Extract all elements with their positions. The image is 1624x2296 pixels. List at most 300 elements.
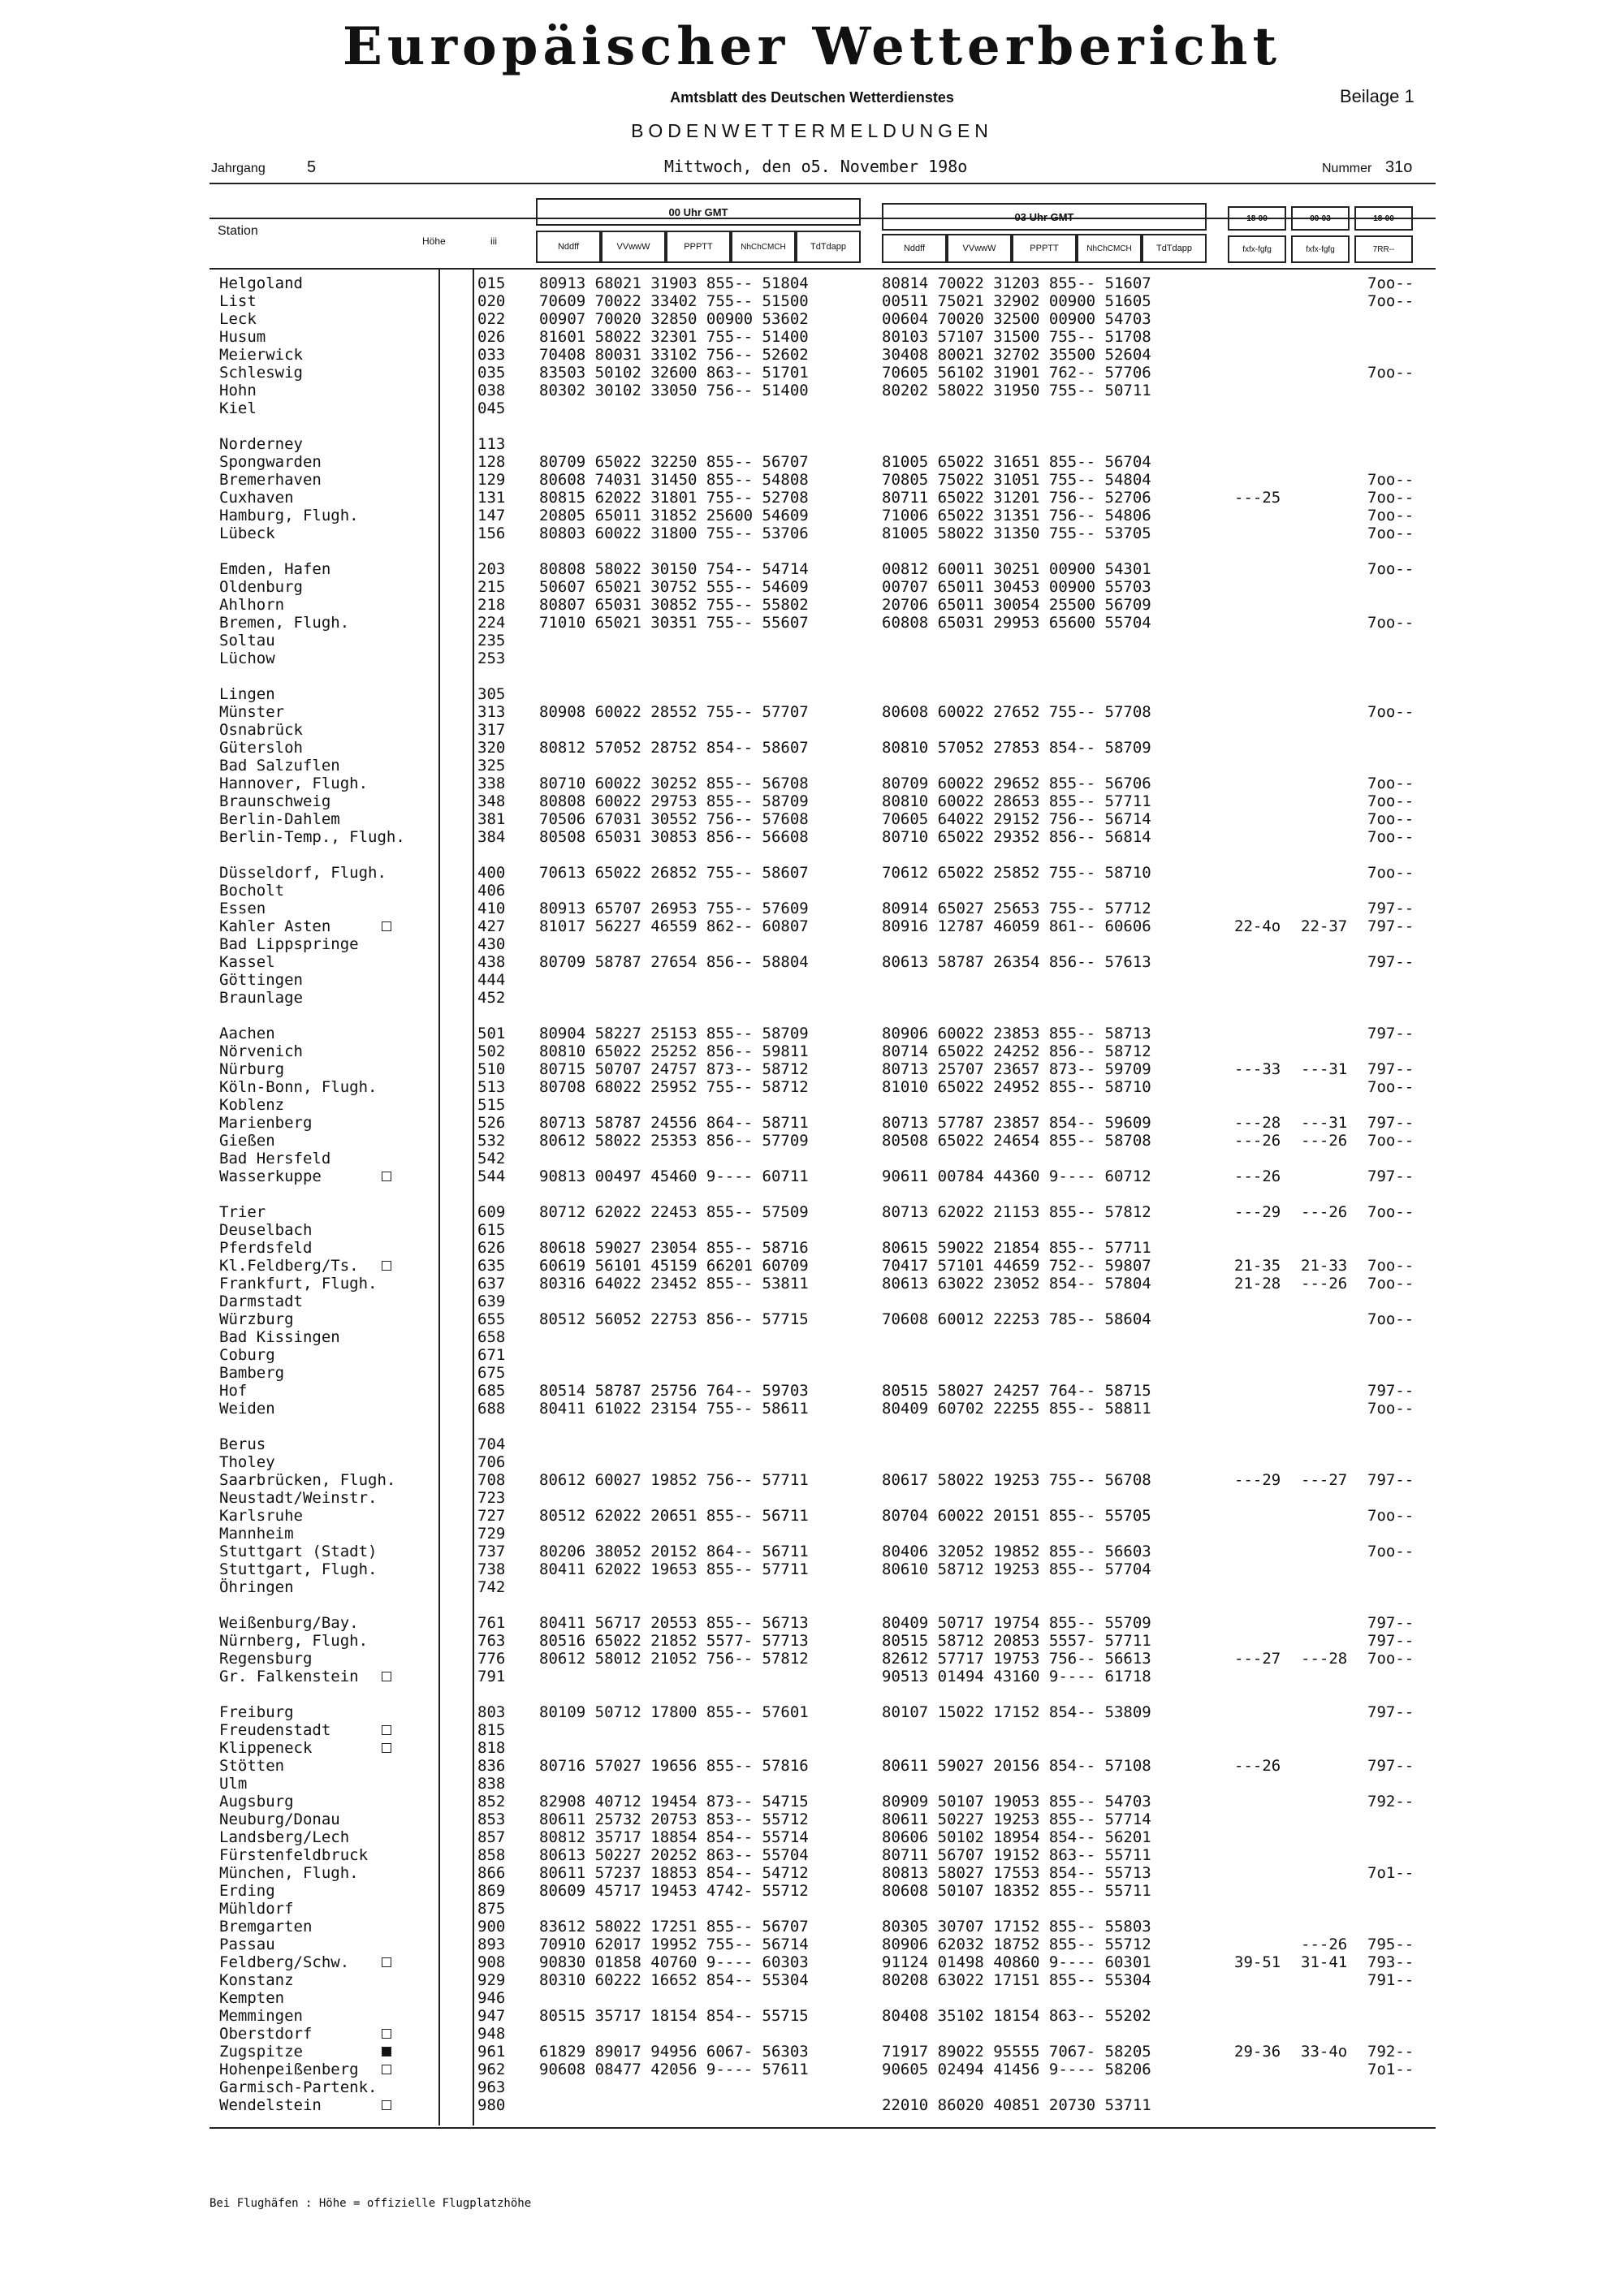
precip-18-00: 7o1-- xyxy=(1367,2061,1415,2078)
header-r1-sub: fxfx-fgfg xyxy=(1228,235,1286,263)
station-name: Lingen xyxy=(219,685,275,703)
obs-00-groups: 70408 80031 33102 756-- 52602 xyxy=(539,346,809,364)
obs-00-groups: 80812 57052 28752 854-- 58607 xyxy=(539,739,809,757)
station-index: 776 xyxy=(477,1650,506,1668)
obs-00-groups: 80508 65031 30853 856-- 56608 xyxy=(539,828,809,846)
header-b-dewpoint: TdTdapp xyxy=(1142,234,1207,263)
station-name: Braunlage xyxy=(219,989,303,1007)
mountain-station-marker xyxy=(382,2065,391,2074)
station-index: 900 xyxy=(477,1918,506,1936)
precip-18-00: 791-- xyxy=(1367,1971,1415,1989)
station-name: Augsburg xyxy=(219,1793,294,1810)
station-index: 035 xyxy=(477,364,506,382)
header-r2-sub: fxfx-fgfg xyxy=(1291,235,1350,263)
station-index: 723 xyxy=(477,1489,506,1507)
station-name: Nörvenich xyxy=(219,1042,303,1060)
station-index: 338 xyxy=(477,775,506,792)
station-index: 317 xyxy=(477,721,506,739)
station-name: Köln-Bonn, Flugh. xyxy=(219,1078,378,1096)
station-index: 852 xyxy=(477,1793,506,1810)
obs-03-groups: 70805 75022 31051 755-- 54804 xyxy=(882,471,1151,489)
precip-18-00: 7oo-- xyxy=(1367,274,1415,292)
mountain-station-marker xyxy=(382,1261,391,1271)
obs-03-groups: 80515 58027 24257 764-- 58715 xyxy=(882,1382,1151,1400)
obs-00-groups: 80512 56052 22753 856-- 57715 xyxy=(539,1310,809,1328)
obs-00-groups: 80709 58787 27654 856-- 58804 xyxy=(539,953,809,971)
precip-18-00: 7oo-- xyxy=(1367,1310,1415,1328)
station-name: Stuttgart (Stadt) xyxy=(219,1543,378,1560)
station-name: Osnabrück xyxy=(219,721,303,739)
station-index: 761 xyxy=(477,1614,506,1632)
header-r3: 18-00 xyxy=(1354,206,1413,231)
station-name: Neustadt/Weinstr. xyxy=(219,1489,378,1507)
station-name: Öhringen xyxy=(219,1578,294,1596)
station-name: Soltau xyxy=(219,632,275,650)
station-index: 738 xyxy=(477,1560,506,1578)
precip-18-00: 7oo-- xyxy=(1367,1257,1415,1275)
gust-00-03: 21-33 xyxy=(1301,1257,1348,1275)
station-name: Leck xyxy=(219,310,257,328)
precip-18-00: 7oo-- xyxy=(1367,1132,1415,1150)
precip-18-00: 792-- xyxy=(1367,2043,1415,2061)
station-index: 128 xyxy=(477,453,506,471)
station-name: Lüchow xyxy=(219,650,275,667)
station-index: 348 xyxy=(477,792,506,810)
station-index: 410 xyxy=(477,900,506,917)
obs-03-groups: 82612 57717 19753 756-- 56613 xyxy=(882,1650,1151,1668)
obs-00-groups: 80710 60022 30252 855-- 56708 xyxy=(539,775,809,792)
precip-18-00: 793-- xyxy=(1367,1953,1415,1971)
precip-18-00: 797-- xyxy=(1367,1025,1415,1042)
header-b-ppptt: PPPTT xyxy=(1012,234,1077,263)
obs-03-groups: 80711 65022 31201 756-- 52706 xyxy=(882,489,1151,507)
obs-00-groups: 70910 62017 19952 755-- 56714 xyxy=(539,1936,809,1953)
jahrgang-value: 5 xyxy=(307,158,317,176)
obs-00-groups: 80808 58022 30150 754-- 54714 xyxy=(539,560,809,578)
obs-00-groups: 50607 65021 30752 555-- 54609 xyxy=(539,578,809,596)
station-index: 313 xyxy=(477,703,506,721)
header-b-vvwww: VVwwW xyxy=(947,234,1012,263)
station-index: 033 xyxy=(477,346,506,364)
station-name: Aachen xyxy=(219,1025,275,1042)
obs-00-groups: 80411 61022 23154 755-- 58611 xyxy=(539,1400,809,1418)
station-name: List xyxy=(219,292,257,310)
precip-18-00: 7oo-- xyxy=(1367,1078,1415,1096)
precip-18-00: 7oo-- xyxy=(1367,292,1415,310)
precip-18-00: 7oo-- xyxy=(1367,614,1415,632)
station-name: Schleswig xyxy=(219,364,303,382)
obs-03-groups: 80515 58712 20853 5557- 57711 xyxy=(882,1632,1151,1650)
gust-00-03: ---31 xyxy=(1301,1114,1348,1132)
station-name: Stuttgart, Flugh. xyxy=(219,1560,378,1578)
station-index: 532 xyxy=(477,1132,506,1150)
obs-00-groups: 80316 64022 23452 855-- 53811 xyxy=(539,1275,809,1293)
station-name: Kahler Asten xyxy=(219,917,331,935)
station-name: Regensburg xyxy=(219,1650,313,1668)
obs-00-groups: 80516 65022 21852 5577- 57713 xyxy=(539,1632,809,1650)
station-index: 838 xyxy=(477,1775,506,1793)
obs-00-groups: 80807 65031 30852 755-- 55802 xyxy=(539,596,809,614)
obs-00-groups: 70609 70022 33402 755-- 51500 xyxy=(539,292,809,310)
station-name: Saarbrücken, Flugh. xyxy=(219,1471,396,1489)
obs-00-groups: 71010 65021 30351 755-- 55607 xyxy=(539,614,809,632)
obs-00-groups: 90813 00497 45460 9---- 60711 xyxy=(539,1167,809,1185)
obs-00-groups: 80310 60222 16652 854-- 55304 xyxy=(539,1971,809,1989)
obs-00-groups: 80618 59027 23054 855-- 58716 xyxy=(539,1239,809,1257)
station-index: 131 xyxy=(477,489,506,507)
obs-00-groups: 80815 62022 31801 755-- 52708 xyxy=(539,489,809,507)
station-index: 675 xyxy=(477,1364,506,1382)
obs-03-groups: 80909 50107 19053 855-- 54703 xyxy=(882,1793,1151,1810)
station-name: Frankfurt, Flugh. xyxy=(219,1275,378,1293)
header-b-clouds: NhChCMCH xyxy=(1077,234,1142,263)
obs-00-groups: 80611 25732 20753 853-- 55712 xyxy=(539,1810,809,1828)
obs-03-groups: 80305 30707 17152 855-- 55803 xyxy=(882,1918,1151,1936)
obs-03-groups: 80408 35102 18154 863-- 55202 xyxy=(882,2007,1151,2025)
header-b-nddff: Nddff xyxy=(882,234,947,263)
station-name: Münster xyxy=(219,703,285,721)
station-name: Ulm xyxy=(219,1775,248,1793)
header-iii: iii xyxy=(490,235,497,247)
station-index: 406 xyxy=(477,882,506,900)
gust-18-00: 21-35 xyxy=(1234,1257,1281,1275)
station-index: 763 xyxy=(477,1632,506,1650)
precip-18-00: 7oo-- xyxy=(1367,1543,1415,1560)
precip-18-00: 7oo-- xyxy=(1367,828,1415,846)
obs-00-groups: 80302 30102 33050 756-- 51400 xyxy=(539,382,809,399)
station-index: 961 xyxy=(477,2043,506,2061)
station-name: Konstanz xyxy=(219,1971,294,1989)
obs-03-groups: 20706 65011 30054 25500 56709 xyxy=(882,596,1151,614)
station-index: 893 xyxy=(477,1936,506,1953)
station-index: 963 xyxy=(477,2078,506,2096)
station-index: 729 xyxy=(477,1525,506,1543)
precip-18-00: 795-- xyxy=(1367,1936,1415,1953)
obs-03-groups: 80813 58027 17553 854-- 55713 xyxy=(882,1864,1151,1882)
obs-03-groups: 00812 60011 30251 00900 54301 xyxy=(882,560,1151,578)
station-name: Bad Lippspringe xyxy=(219,935,359,953)
station-name: Hamburg, Flugh. xyxy=(219,507,359,524)
obs-00-groups: 83503 50102 32600 863-- 51701 xyxy=(539,364,809,382)
station-index: 836 xyxy=(477,1757,506,1775)
gust-00-03: ---28 xyxy=(1301,1650,1348,1668)
obs-00-groups: 80109 50712 17800 855-- 57601 xyxy=(539,1703,809,1721)
station-name: Feldberg/Schw. xyxy=(219,1953,350,1971)
obs-00-groups: 90830 01858 40760 9---- 60303 xyxy=(539,1953,809,1971)
obs-03-groups: 71006 65022 31351 756-- 54806 xyxy=(882,507,1151,524)
station-index: 444 xyxy=(477,971,506,989)
station-name: Bad Salzuflen xyxy=(219,757,340,775)
station-index: 671 xyxy=(477,1346,506,1364)
gust-18-00: ---28 xyxy=(1234,1114,1281,1132)
header-time-00: 00 Uhr GMT xyxy=(536,198,861,226)
obs-03-groups: 80906 62032 18752 855-- 55712 xyxy=(882,1936,1151,1953)
station-name: Kiel xyxy=(219,399,257,417)
station-index: 544 xyxy=(477,1167,506,1185)
obs-03-groups: 80613 58787 26354 856-- 57613 xyxy=(882,953,1151,971)
station-name: Gütersloh xyxy=(219,739,303,757)
precip-18-00: 797-- xyxy=(1367,1703,1415,1721)
station-name: Hof xyxy=(219,1382,248,1400)
obs-03-groups: 80814 70022 31203 855-- 51607 xyxy=(882,274,1151,292)
station-index: 639 xyxy=(477,1293,506,1310)
station-index: 803 xyxy=(477,1703,506,1721)
nummer-label: Nummer xyxy=(1322,162,1372,175)
obs-03-groups: 81010 65022 24952 855-- 58710 xyxy=(882,1078,1151,1096)
gust-00-03: 22-37 xyxy=(1301,917,1348,935)
obs-03-groups: 80611 50227 19253 855-- 57714 xyxy=(882,1810,1151,1828)
obs-03-groups: 70605 64022 29152 756-- 56714 xyxy=(882,810,1151,828)
station-name: Braunschweig xyxy=(219,792,331,810)
station-index: 875 xyxy=(477,1900,506,1918)
station-index: 325 xyxy=(477,757,506,775)
obs-00-groups: 80808 60022 29753 855-- 58709 xyxy=(539,792,809,810)
station-name: Tholey xyxy=(219,1453,275,1471)
obs-03-groups: 80704 60022 20151 855-- 55705 xyxy=(882,1507,1151,1525)
obs-03-groups: 60808 65031 29953 65600 55704 xyxy=(882,614,1151,632)
station-name: Zugspitze xyxy=(219,2043,303,2061)
obs-03-groups: 80608 60022 27652 755-- 57708 xyxy=(882,703,1151,721)
station-name: Bad Hersfeld xyxy=(219,1150,331,1167)
station-index: 215 xyxy=(477,578,506,596)
station-index: 637 xyxy=(477,1275,506,1293)
station-name: Husum xyxy=(219,328,266,346)
gust-18-00: ---26 xyxy=(1234,1757,1281,1775)
station-index: 381 xyxy=(477,810,506,828)
precip-18-00: 7oo-- xyxy=(1367,1650,1415,1668)
gust-18-00: ---33 xyxy=(1234,1060,1281,1078)
obs-00-groups: 80514 58787 25756 764-- 59703 xyxy=(539,1382,809,1400)
mountain-station-marker xyxy=(382,1672,391,1681)
station-name: Emden, Hafen xyxy=(219,560,331,578)
obs-00-groups: 80716 57027 19656 855-- 57816 xyxy=(539,1757,809,1775)
station-index: 742 xyxy=(477,1578,506,1596)
obs-00-groups: 80608 74031 31450 855-- 54808 xyxy=(539,471,809,489)
obs-00-groups: 80206 38052 20152 864-- 56711 xyxy=(539,1543,809,1560)
gust-18-00: ---29 xyxy=(1234,1471,1281,1489)
station-name: Bamberg xyxy=(219,1364,285,1382)
station-name: Bremerhaven xyxy=(219,471,322,489)
obs-03-groups: 80810 57052 27853 854-- 58709 xyxy=(882,739,1151,757)
station-index: 658 xyxy=(477,1328,506,1346)
station-index: 438 xyxy=(477,953,506,971)
station-name: Lübeck xyxy=(219,524,275,542)
precip-18-00: 792-- xyxy=(1367,1793,1415,1810)
beilage-label: Beilage 1 xyxy=(1340,86,1415,106)
obs-03-groups: 70417 57101 44659 752-- 59807 xyxy=(882,1257,1151,1275)
precip-18-00: 797-- xyxy=(1367,953,1415,971)
station-name: Essen xyxy=(219,900,266,917)
station-name: Göttingen xyxy=(219,971,303,989)
station-index: 727 xyxy=(477,1507,506,1525)
obs-00-groups: 90608 08477 42056 9---- 57611 xyxy=(539,2061,809,2078)
header-a-nddff: Nddff xyxy=(536,231,601,263)
station-index: 022 xyxy=(477,310,506,328)
station-name: Ahlhorn xyxy=(219,596,285,614)
header-r1: 18-00 xyxy=(1228,206,1286,231)
station-name: Würzburg xyxy=(219,1310,294,1328)
gust-18-00: ---26 xyxy=(1234,1167,1281,1185)
header-r2: 00-03 xyxy=(1291,206,1350,231)
obs-03-groups: 80409 50717 19754 855-- 55709 xyxy=(882,1614,1151,1632)
obs-00-groups: 82908 40712 19454 873-- 54715 xyxy=(539,1793,809,1810)
obs-00-groups: 80612 58012 21052 756-- 57812 xyxy=(539,1650,809,1668)
station-name: Fürstenfeldbruck xyxy=(219,1846,369,1864)
station-index: 857 xyxy=(477,1828,506,1846)
obs-03-groups: 22010 86020 40851 20730 53711 xyxy=(882,2096,1151,2114)
gust-00-03: ---26 xyxy=(1301,1936,1348,1953)
station-name: Freiburg xyxy=(219,1703,294,1721)
obs-03-groups: 81005 58022 31350 755-- 53705 xyxy=(882,524,1151,542)
obs-00-groups: 80612 60027 19852 756-- 57711 xyxy=(539,1471,809,1489)
station-index: 818 xyxy=(477,1739,506,1757)
station-name: Gr. Falkenstein xyxy=(219,1668,359,1685)
obs-03-groups: 00511 75021 32902 00900 51605 xyxy=(882,292,1151,310)
obs-00-groups: 80715 50707 24757 873-- 58712 xyxy=(539,1060,809,1078)
obs-03-groups: 80508 65022 24654 855-- 58708 xyxy=(882,1132,1151,1150)
obs-00-groups: 80913 68021 31903 855-- 51804 xyxy=(539,274,809,292)
obs-03-groups: 00707 65011 30453 00900 55703 xyxy=(882,578,1151,596)
obs-00-groups: 80411 62022 19653 855-- 57711 xyxy=(539,1560,809,1578)
precip-18-00: 7oo-- xyxy=(1367,792,1415,810)
precip-18-00: 7oo-- xyxy=(1367,1507,1415,1525)
precip-18-00: 797-- xyxy=(1367,1757,1415,1775)
precip-18-00: 7oo-- xyxy=(1367,471,1415,489)
precip-18-00: 7oo-- xyxy=(1367,703,1415,721)
station-name: Spongwarden xyxy=(219,453,322,471)
obs-03-groups: 90605 02494 41456 9---- 58206 xyxy=(882,2061,1151,2078)
station-name: Koblenz xyxy=(219,1096,285,1114)
station-name: Hohenpeißenberg xyxy=(219,2061,359,2078)
precip-18-00: 7oo-- xyxy=(1367,864,1415,882)
obs-03-groups: 90611 00784 44360 9---- 60712 xyxy=(882,1167,1151,1185)
station-index: 815 xyxy=(477,1721,506,1739)
report-title: Europäischer Wetterbericht xyxy=(343,16,1281,77)
gust-00-03: ---26 xyxy=(1301,1203,1348,1221)
station-index: 615 xyxy=(477,1221,506,1239)
precip-18-00: 797-- xyxy=(1367,1382,1415,1400)
jahrgang-label: Jahrgang xyxy=(211,162,266,175)
station-name: Meierwick xyxy=(219,346,303,364)
obs-03-groups: 80709 60022 29652 855-- 56706 xyxy=(882,775,1151,792)
obs-00-groups: 80904 58227 25153 855-- 58709 xyxy=(539,1025,809,1042)
header-a-vvwww: VVwwW xyxy=(601,231,666,263)
station-index: 430 xyxy=(477,935,506,953)
precip-18-00: 7oo-- xyxy=(1367,524,1415,542)
station-index: 510 xyxy=(477,1060,506,1078)
obs-03-groups: 80710 65022 29352 856-- 56814 xyxy=(882,828,1151,846)
station-name: Stötten xyxy=(219,1757,285,1775)
obs-00-groups: 60619 56101 45159 66201 60709 xyxy=(539,1257,809,1275)
precip-18-00: 797-- xyxy=(1367,900,1415,917)
station-index: 704 xyxy=(477,1435,506,1453)
station-name: Landsberg/Lech xyxy=(219,1828,350,1846)
gust-00-03: 33-4o xyxy=(1301,2043,1348,2061)
obs-03-groups: 80606 50102 18954 854-- 56201 xyxy=(882,1828,1151,1846)
station-index: 609 xyxy=(477,1203,506,1221)
station-index: 706 xyxy=(477,1453,506,1471)
station-name: Wendelstein xyxy=(219,2096,322,2114)
station-name: Gießen xyxy=(219,1132,275,1150)
gust-00-03: ---31 xyxy=(1301,1060,1348,1078)
station-index: 908 xyxy=(477,1953,506,1971)
obs-03-groups: 80611 59027 20156 854-- 57108 xyxy=(882,1757,1151,1775)
footnote: Bei Flughäfen : Höhe = offizielle Flugplatzhöhe xyxy=(209,2197,532,2210)
station-index: 685 xyxy=(477,1382,506,1400)
mountain-station-marker xyxy=(382,1957,391,1967)
station-name: Helgoland xyxy=(219,274,303,292)
gust-18-00: 22-4o xyxy=(1234,917,1281,935)
station-name: Mühldorf xyxy=(219,1900,294,1918)
station-name: Wasserkuppe xyxy=(219,1167,322,1185)
station-index: 113 xyxy=(477,435,506,453)
station-name: Hohn xyxy=(219,382,257,399)
mountain-station-marker xyxy=(382,2029,391,2039)
gust-00-03: ---26 xyxy=(1301,1275,1348,1293)
station-name: Karlsruhe xyxy=(219,1507,303,1525)
precip-18-00: 797-- xyxy=(1367,1632,1415,1650)
station-name: Neuburg/Donau xyxy=(219,1810,340,1828)
station-index: 791 xyxy=(477,1668,506,1685)
station-name: Berlin-Temp., Flugh. xyxy=(219,828,405,846)
precip-18-00: 797-- xyxy=(1367,1167,1415,1185)
precip-18-00: 797-- xyxy=(1367,1614,1415,1632)
header-a-clouds: NhChCMCH xyxy=(731,231,796,263)
gust-18-00: 39-51 xyxy=(1234,1953,1281,1971)
station-name: Klippeneck xyxy=(219,1739,313,1757)
header-station: Station xyxy=(218,224,258,238)
station-name: Kassel xyxy=(219,953,275,971)
obs-03-groups: 80409 60702 22255 855-- 58811 xyxy=(882,1400,1151,1418)
station-index: 129 xyxy=(477,471,506,489)
station-name: Hannover, Flugh. xyxy=(219,775,369,792)
station-name: Norderney xyxy=(219,435,303,453)
obs-00-groups: 70613 65022 26852 755-- 58607 xyxy=(539,864,809,882)
obs-00-groups: 80713 58787 24556 864-- 58711 xyxy=(539,1114,809,1132)
obs-00-groups: 80613 50227 20252 863-- 55704 xyxy=(539,1846,809,1864)
station-index: 320 xyxy=(477,739,506,757)
obs-03-groups: 80617 58022 19253 755-- 56708 xyxy=(882,1471,1151,1489)
mountain-station-marker xyxy=(382,1725,391,1735)
header-a-ppptt: PPPTT xyxy=(666,231,731,263)
obs-00-groups: 61829 89017 94956 6067- 56303 xyxy=(539,2043,809,2061)
station-name: Darmstadt xyxy=(219,1293,303,1310)
station-index: 305 xyxy=(477,685,506,703)
header-time-03: 03 Uhr GMT xyxy=(882,203,1207,231)
station-index: 038 xyxy=(477,382,506,399)
station-name: Kempten xyxy=(219,1989,285,2007)
station-name: München, Flugh. xyxy=(219,1864,359,1882)
obs-00-groups: 80913 65707 26953 755-- 57609 xyxy=(539,900,809,917)
mountain-station-marker xyxy=(382,921,391,931)
obs-00-groups: 80712 62022 22453 855-- 57509 xyxy=(539,1203,809,1221)
station-index: 526 xyxy=(477,1114,506,1132)
issue-line xyxy=(209,157,1436,184)
station-name: Erding xyxy=(219,1882,275,1900)
station-index: 947 xyxy=(477,2007,506,2025)
precip-18-00: 7oo-- xyxy=(1367,1203,1415,1221)
precip-18-00: 7o1-- xyxy=(1367,1864,1415,1882)
station-name: Cuxhaven xyxy=(219,489,294,507)
station-index: 513 xyxy=(477,1078,506,1096)
obs-03-groups: 80610 58712 19253 855-- 57704 xyxy=(882,1560,1151,1578)
station-name: Düsseldorf, Flugh. xyxy=(219,864,387,882)
precip-18-00: 7oo-- xyxy=(1367,775,1415,792)
station-name: Weißenburg/Bay. xyxy=(219,1614,359,1632)
obs-03-groups: 80615 59022 21854 855-- 57711 xyxy=(882,1239,1151,1257)
station-index: 045 xyxy=(477,399,506,417)
obs-00-groups: 70506 67031 30552 756-- 57608 xyxy=(539,810,809,828)
